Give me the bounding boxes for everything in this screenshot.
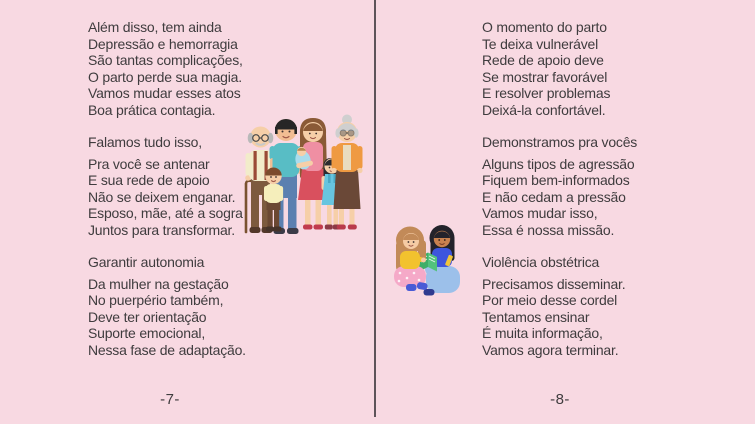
poem-line: Boa prática contagia. [88,101,216,118]
poem-line: Da mulher na gestação [88,275,229,292]
poem-line: Te deixa vulnerável [482,35,599,52]
poem-line: Esposo, mãe, até a sogra [88,205,243,221]
reading-woman-left [394,227,428,292]
stanza [482,134,637,238]
poem-line: O momento do parto [482,19,607,35]
poem-line: Depressão e hemorragia [88,35,238,52]
page-right-text [482,19,637,374]
page-number-right: -8- [550,391,570,408]
poem-line: Deve ter orientação [88,308,207,325]
poem-line: O parto perde sua magia. [88,68,242,85]
stanza [482,19,637,118]
poem-line: Violência obstétrica [482,254,600,270]
poem-line: Deixá-la confortável. [482,101,606,118]
poem-line: Se mostrar favorável [482,68,608,85]
poem-line: Fiquem bem-informados [482,172,630,188]
poem-line: E resolver problemas [482,85,611,101]
poem-line: E não cedam a pressão [482,188,626,205]
family-illustration [239,112,373,238]
poem-line: Nessa fase de adaptação. [88,341,246,358]
poem-line: Alguns tipos de agressão [482,155,635,172]
stanza [88,19,246,118]
poem-line: E sua rede de apoio [88,172,210,188]
stanza [88,134,246,238]
poem-line: Pra você se antenar [88,155,210,172]
mother-and-baby-figure [293,118,328,230]
poem-line: Rede de apoio deve [482,52,604,68]
poem-line: Demonstramos pra vocês [482,134,638,150]
poem-line: Essa é nossa missão. [482,221,615,238]
poem-line: Precisamos disseminar. [482,275,626,292]
poem-line: Vamos mudar isso, [482,205,598,221]
stanza [88,254,246,358]
poem-line: Falamos tudo isso, [88,134,202,150]
stanza [482,254,637,358]
poem-line: Vamos mudar esses atos [88,85,241,101]
poem-line: No puerpério também, [88,292,224,308]
poem-line: Garantir autonomia [88,254,205,270]
poem-line: Suporte emocional, [88,325,206,341]
poem-line: São tantas complicações, [88,52,243,68]
page-left-text [88,19,246,374]
poem-line: É muita informação, [482,325,603,341]
page-divider [374,0,376,417]
poem-line: Além disso, tem ainda [88,19,222,35]
poem-line: Não se deixem enganar. [88,188,236,205]
women-reading-illustration [386,216,466,306]
poem-line: Juntos para transformar. [88,221,235,238]
poem-line: Vamos agora terminar. [482,341,619,358]
poem-line: Por meio desse cordel [482,292,618,308]
page-number-left: -7- [160,391,180,408]
poem-line: Tentamos ensinar [482,308,590,325]
